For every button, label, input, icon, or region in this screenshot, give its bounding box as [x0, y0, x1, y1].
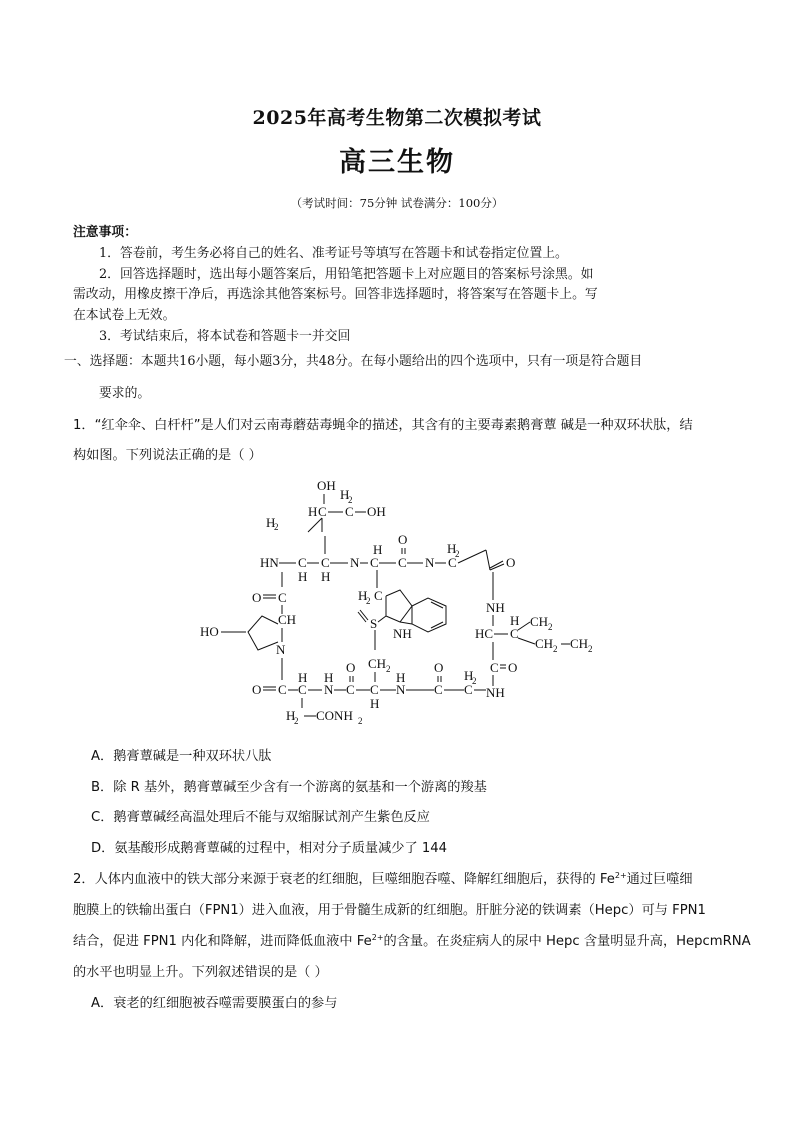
- label-c-bottom7: C: [464, 682, 473, 697]
- label-o-6: O: [398, 532, 408, 547]
- label-ch3-right-sub: 2: [548, 622, 553, 632]
- label-o-right2: O: [508, 660, 518, 675]
- label-o-bottom3: O: [346, 660, 356, 675]
- question-2-stem-line-2: 胞膜上的铁输出蛋白（FPN1）进入血液，用于骨髓生成新的红细胞。肝脏分泌的铁调素（Hepc）可与 FPN1: [73, 903, 706, 918]
- label-hc-right: HC: [475, 626, 494, 641]
- notice-item-2-line-3: 在本试卷上无效。: [73, 308, 176, 323]
- section-heading-line-2: 要求的。: [99, 386, 151, 401]
- label-h2-8-sub: 2: [455, 549, 460, 559]
- question-1-option-a: A．鹅膏蕈碱是一种双环状八肽: [91, 749, 272, 764]
- label-c-bottom3: C: [346, 682, 355, 697]
- label-h2-top-sub: 2: [348, 495, 353, 505]
- label-s: S: [370, 616, 378, 631]
- label-h-bottom4: H: [370, 696, 380, 711]
- question-1-option-d: D．氨基酸形成鹅膏蕈碱的过程中，相对分子质量减少了 144: [91, 841, 448, 856]
- label-conh2-sub: 2: [358, 716, 363, 726]
- label-ho: HO: [200, 624, 219, 639]
- question-1-stem-line-1: 1．“红伞伞、白杆杆”是人们对云南毒蘑菇毒蝇伞的描述，其含有的主要毒素鹅膏蕈 碱是一种双环状肽，结: [73, 418, 693, 433]
- label-h3c-sub: 2: [274, 522, 279, 532]
- label-c-bottom6: C: [434, 682, 443, 697]
- label-ch3b-right: CH: [570, 636, 589, 651]
- label-conh2: CONH: [316, 708, 353, 723]
- label-hn-1: HN: [260, 555, 279, 570]
- label-h-2: H: [298, 569, 308, 584]
- notice-item-3: 3．考试结束后，将本试卷和答题卡一并交回: [99, 329, 351, 344]
- label-h-bottom5: H: [396, 670, 406, 685]
- label-ch3-right: CH: [530, 614, 549, 629]
- label-ch-ring: CH: [278, 612, 297, 627]
- label-o-left: O: [252, 590, 262, 605]
- label-n-bottom5: N: [396, 682, 406, 697]
- label-c-indole: C: [374, 588, 383, 603]
- section-heading-line-1: 一、选择题：本题共16小题，每小题3分，共48分。在每小题给出的四个选项中，只有一项是符合题目: [64, 354, 643, 369]
- question-1-stem-line-2: 构如图。下列说法正确的是（ ）: [73, 448, 262, 463]
- question-1-option-c: C．鹅膏蕈碱经高温处理后不能与双缩脲试剂产生紫色反应: [91, 810, 430, 825]
- label-c-8: C: [448, 555, 457, 570]
- label-c-top1: C: [318, 504, 327, 519]
- label-c-5: C: [370, 555, 379, 570]
- label-n-bottom: N: [324, 682, 334, 697]
- label-h2-bottom7-sub: 2: [472, 676, 477, 686]
- label-ch2-right-sub: 2: [553, 644, 558, 654]
- label-c-top2: C: [345, 504, 354, 519]
- question-1-option-b: B．除 R 基外，鹅膏蕈碱至少含有一个游离的氨基和一个游离的羧基: [91, 780, 487, 795]
- label-h-bottom2: H: [298, 670, 308, 685]
- label-h-right: H: [510, 613, 520, 628]
- label-h2c-indole: H: [358, 588, 368, 603]
- label-o-bottom: O: [252, 682, 262, 697]
- amanitin-structure-diagram: [190, 472, 610, 732]
- exam-info: （考试时间：75分钟 试卷满分：100分）: [290, 196, 504, 210]
- label-n-7: N: [425, 555, 435, 570]
- label-c-left: C: [278, 590, 287, 605]
- subject-title: 高三生物: [339, 147, 455, 178]
- label-c-bottom2: C: [298, 682, 307, 697]
- label-oh-top2: OH: [367, 504, 386, 519]
- question-2-stem-line-3: 结合，促进 FPN1 内化和降解，进而降低血液中 $Fe^{2+}$的含量。在炎症病人的尿中 Hepc 含量明显升高，HepcmRNA: [73, 933, 751, 949]
- label-nh-right: NH: [486, 600, 505, 615]
- label-h-3: H: [321, 569, 331, 584]
- label-ch2-s-sub: 2: [386, 664, 391, 674]
- label-c-3: C: [321, 555, 330, 570]
- label-n-ring: N: [276, 642, 286, 657]
- label-h2-8: H: [447, 541, 457, 556]
- label-ch3b-right-sub: 2: [588, 644, 593, 654]
- label-h2c-bottom: H: [286, 708, 296, 723]
- label-c-right: C: [510, 626, 519, 641]
- label-h-top: H: [308, 504, 318, 519]
- label-c-2: C: [298, 555, 307, 570]
- label-h-5: H: [373, 542, 383, 557]
- label-oh-top: OH: [317, 478, 336, 493]
- label-nh-bottom-right: NH: [486, 685, 505, 700]
- label-h2-bottom7: H: [464, 668, 474, 683]
- label-nh-indole: NH: [393, 626, 412, 641]
- label-h2c-indole-sub: 2: [366, 596, 371, 606]
- notice-item-1: 1．答卷前，考生务必将自己的姓名、准考证号等填写在答题卡和试卷指定位置上。: [99, 246, 568, 261]
- label-ch2-right: CH: [535, 636, 554, 651]
- label-h-bottom-n: H: [324, 670, 334, 685]
- exam-title: 2025年高考生物第二次模拟考试: [252, 107, 542, 129]
- notice-item-2-line-2: 需改动，用橡皮擦干净后，再选涂其他答案标号。回答非选择题时，将答案写在答题卡上。写: [73, 287, 598, 302]
- question-2-stem-line-1: 2．人体内血液中的铁大部分来源于衰老的红细胞，巨噬细胞吞噬、降解红细胞后，获得的 $Fe^{2+}$通过巨噬细: [73, 871, 693, 887]
- label-h3c: H: [266, 515, 276, 530]
- label-n-4: N: [350, 555, 360, 570]
- notice-heading: 注意事项：: [73, 225, 137, 240]
- label-o-9: O: [506, 555, 516, 570]
- label-o-bottom6: O: [434, 660, 444, 675]
- question-2-stem-line-4: 的水平也明显上升。下列叙述错误的是（ ）: [73, 965, 328, 980]
- label-c-6: C: [398, 555, 407, 570]
- label-c-bottom: C: [278, 682, 287, 697]
- label-h2c-bottom-sub: 2: [294, 716, 299, 726]
- question-2-option-a: A．衰老的红细胞被吞噬需要膜蛋白的参与: [91, 996, 338, 1011]
- label-ch2-s: CH: [368, 656, 387, 671]
- label-c-right2: C: [490, 660, 499, 675]
- label-c-bottom4: C: [370, 682, 379, 697]
- notice-item-2-line-1: 2．回答选择题时，选出每小题答案后，用铅笔把答题卡上对应题目的答案标号涂黑。如: [99, 267, 594, 282]
- label-h2-top: H: [340, 487, 350, 502]
